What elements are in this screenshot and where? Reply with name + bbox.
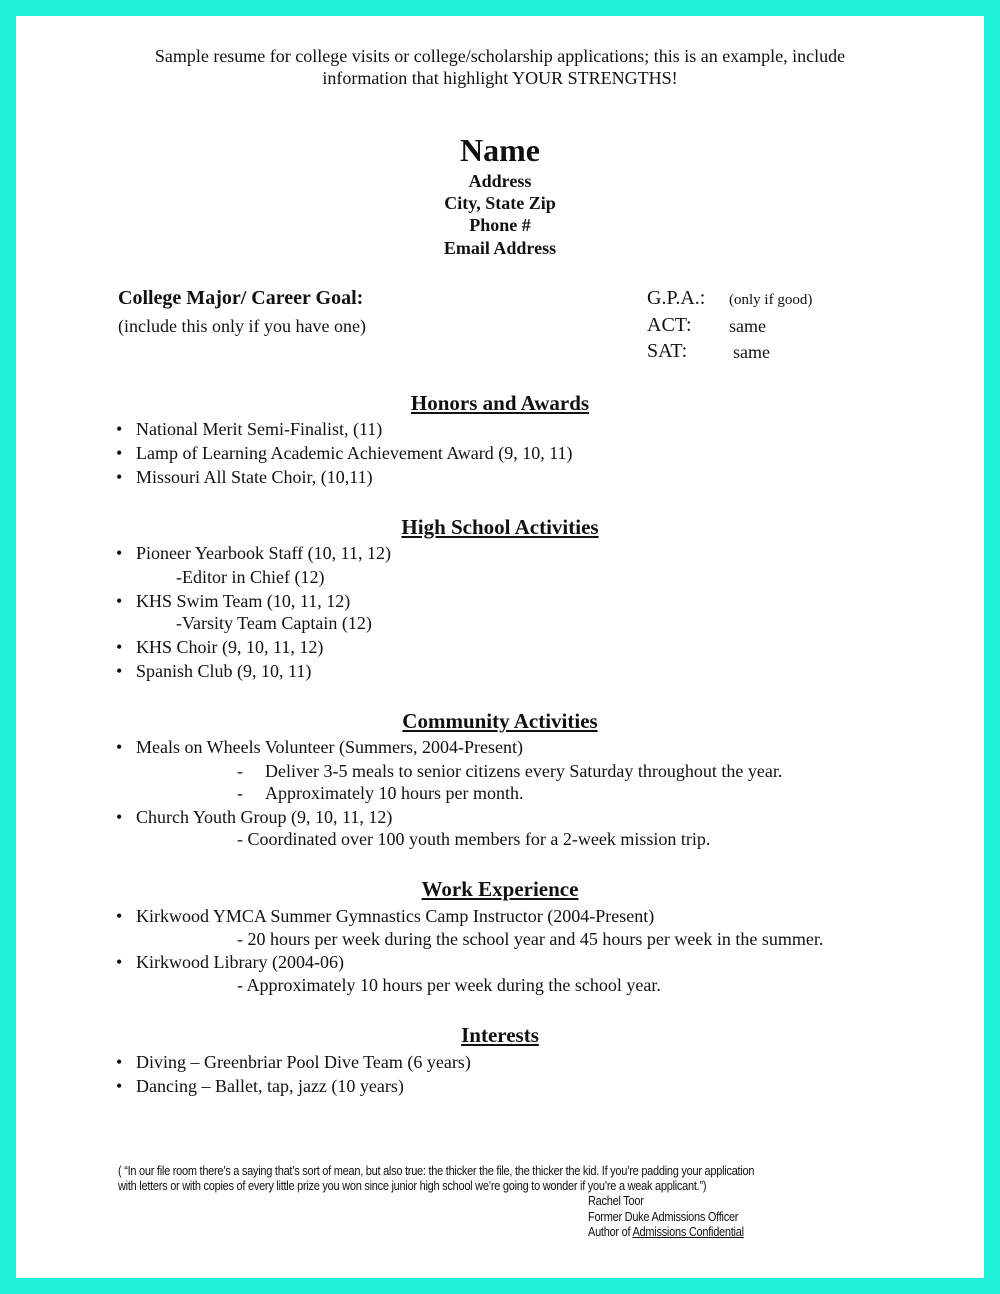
list-item: • Dancing – Ballet, tap, jazz (10 years): [136, 1075, 404, 1097]
list-subitem: - Approximately 10 hours per week during the school year.: [237, 975, 661, 995]
list-subitem: -Editor in Chief (12): [176, 567, 325, 587]
resume-city: City, State Zip: [444, 193, 556, 213]
gpa-label: G.P.A.:: [647, 287, 706, 309]
list-item: • Missouri All State Choir, (10,11): [136, 466, 373, 488]
list-subitem: Deliver 3-5 meals to senior citizens every Saturday throughout the year.: [265, 761, 783, 781]
gpa-value: (only if good): [729, 292, 813, 308]
work-heading: Work Experience: [421, 877, 579, 901]
community-heading: Community Activities: [402, 709, 598, 733]
author-of-label: Author of: [588, 1225, 631, 1239]
sat-value: same: [733, 342, 770, 362]
quote-role: Former Duke Admissions Officer: [588, 1210, 739, 1224]
quote-line-2: with letters or with copies of every little prize you won since junior high school we’re going to wonder if you’re a weak applicant.”): [118, 1179, 707, 1193]
resume-name: Name: [460, 132, 540, 168]
intro-line-1: Sample resume for college visits or college/scholarship applications; this is an example, include: [154, 46, 846, 66]
list-item: • National Merit Semi-Finalist, (11): [136, 418, 382, 440]
book-title: Admissions Confidential: [632, 1225, 744, 1239]
goal-note: (include this only if you have one): [118, 316, 366, 336]
interests-heading: Interests: [461, 1023, 539, 1047]
list-subitem: -Varsity Team Captain (12): [176, 613, 372, 633]
list-item: • Meals on Wheels Volunteer (Summers, 2004-Present): [136, 736, 523, 758]
intro-line-2: information that highlight YOUR STRENGTHS!: [322, 68, 678, 88]
list-subitem: Approximately 10 hours per month.: [265, 783, 524, 803]
list-item: • Lamp of Learning Academic Achievement Award (9, 10, 11): [136, 442, 573, 464]
dash: -: [237, 761, 243, 781]
list-item: • Kirkwood YMCA Summer Gymnastics Camp Instructor (2004-Present): [136, 905, 654, 927]
quote-line-1: ( “In our file room there’s a saying that’s sort of mean, but also true: the thicker the file, the thicker the kid. If you’re padding your application: [118, 1164, 755, 1178]
list-item: • Kirkwood Library (2004-06): [136, 951, 344, 973]
list-item: • Diving – Greenbriar Pool Dive Team (6 years): [136, 1051, 471, 1073]
list-item: • Spanish Club (9, 10, 11): [136, 660, 311, 682]
dash: -: [237, 783, 243, 803]
list-item: • KHS Choir (9, 10, 11, 12): [136, 636, 323, 658]
goal-title: College Major/ Career Goal:: [118, 287, 364, 309]
list-item: • Pioneer Yearbook Staff (10, 11, 12): [136, 542, 391, 564]
activities-heading: High School Activities: [401, 515, 599, 539]
list-item: • Church Youth Group (9, 10, 11, 12): [136, 806, 392, 828]
resume-phone: Phone #: [469, 215, 531, 235]
quote-book-line: [588, 1225, 744, 1240]
act-value: same: [729, 316, 766, 336]
list-subitem: - 20 hours per week during the school year and 45 hours per week in the summer.: [237, 929, 824, 949]
list-subitem: - Coordinated over 100 youth members for a 2-week mission trip.: [237, 829, 711, 849]
sat-label: SAT:: [647, 340, 688, 362]
resume-email: Email Address: [443, 238, 557, 258]
list-item: • KHS Swim Team (10, 11, 12): [136, 590, 350, 612]
resume-address: Address: [468, 171, 532, 191]
quote-author: Rachel Toor: [588, 1194, 644, 1208]
honors-heading: Honors and Awards: [410, 391, 590, 415]
act-label: ACT:: [647, 314, 692, 336]
